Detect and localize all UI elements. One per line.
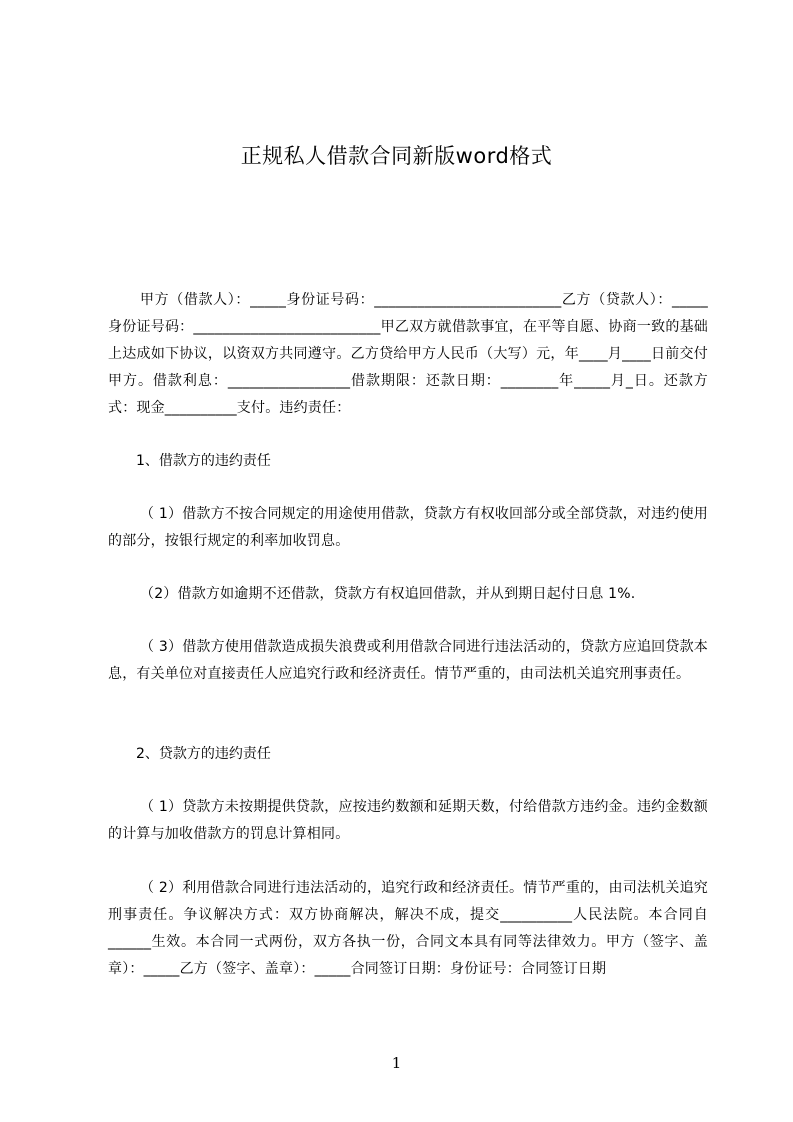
intro-paragraph: 甲方（借款人）：_____身份证号码：__________________________乙方（贷款人）：_____身份证号码：__________________________甲乙双方就借款事宜，在平等自愿、协商一致的基础上达成如下协议，以资双方共同遵守。乙方贷给甲方人民币（大写）元，年____月____日前交付甲方。借款利息：_________________借款期限：还款日期：________年_____月_日。还款方式：现金__________支付。违约责任：: [108, 292, 708, 416]
clause-1-3: （ 3）借款方使用借款造成损失浪费或利用借款合同进行违法活动的，贷款方应追回贷款本息，有关单位对直接责任人应追究行政和经济责任。情节严重的，由司法机关追究刑事责任。: [108, 639, 708, 682]
clause-2-2: （ 2）利用借款合同进行违法活动的，追究行政和经济责任。情节严重的，由司法机关追究刑事责任。争议解决方式：双方协商解决，解决不成，提交__________人民法院。本合同自______生效。本合同一式两份，双方各执一份，合同文本具有同等法律效力。甲方（签字、盖章）：_____乙方（签字、盖章）：_____合同签订日期：身份证号：合同签订日期: [108, 880, 708, 977]
clause-1-2: （2）借款方如逾期不还借款，贷款方有权追回借款，并从到期日起付日息 1%.: [140, 586, 636, 602]
section-heading-lender-liability: 2、贷款方的违约责任: [136, 746, 271, 762]
clause-1-1: （ 1）借款方不按合同规定的用途使用借款，贷款方有权收回部分或全部贷款，对违约使用的部分，按银行规定的利率加收罚息。: [108, 506, 708, 549]
document-title: 正规私人借款合同新版word格式: [240, 144, 553, 168]
section-heading-borrower-liability: 1、借款方的违约责任: [136, 453, 271, 469]
clause-2-1: （ 1）贷款方未按期提供贷款，应按违约数额和延期天数，付给借款方违约金。违约金数额的计算与加收借款方的罚息计算相同。: [108, 799, 708, 842]
page-number: 1: [391, 1054, 402, 1072]
